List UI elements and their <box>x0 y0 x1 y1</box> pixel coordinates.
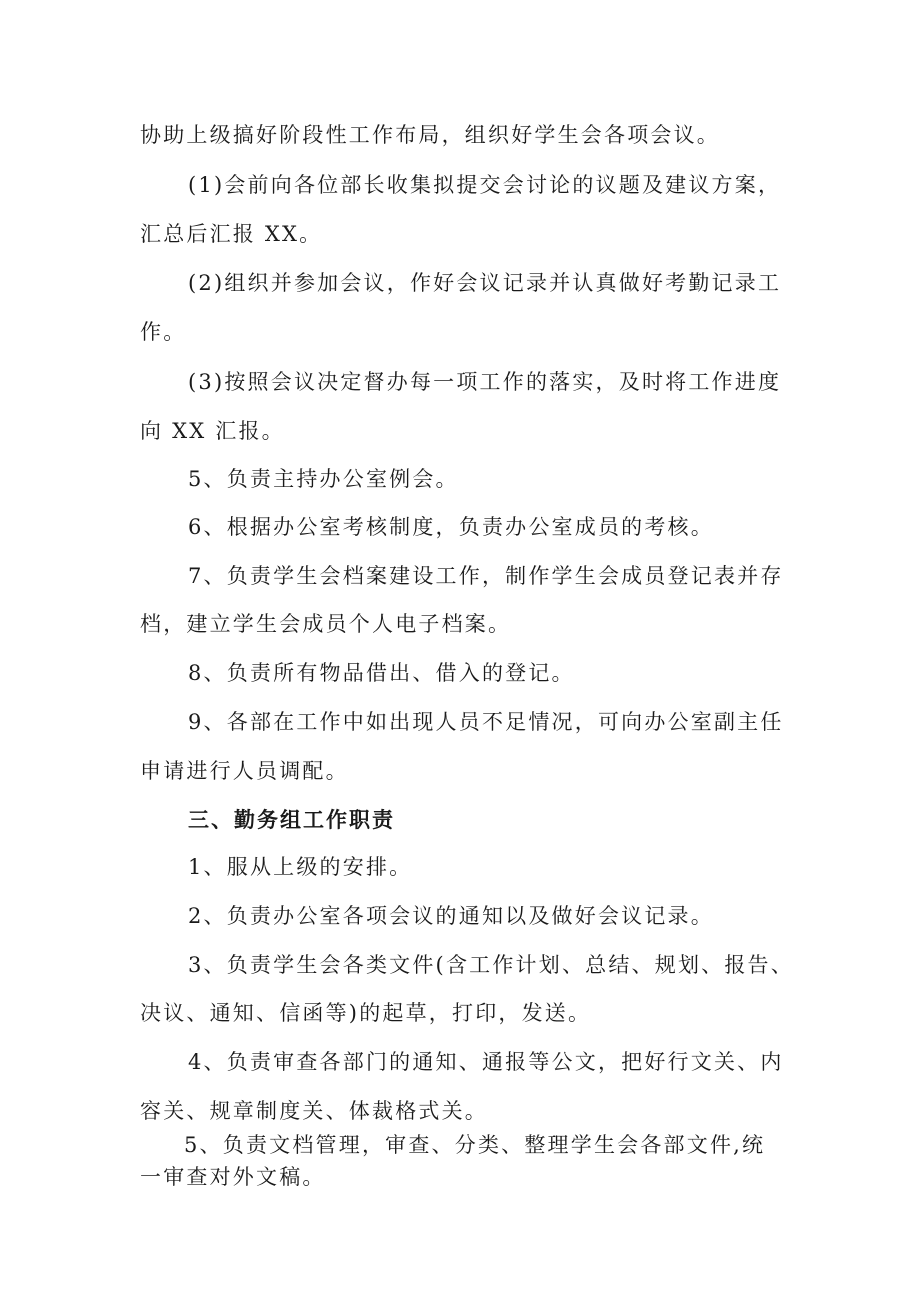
paragraph-line: 作。 <box>140 320 187 344</box>
paragraph-line: 容关、规章制度关、体裁格式关。 <box>140 1099 488 1123</box>
paragraph-line: 协助上级搞好阶段性工作布局，组织好学生会各项会议。 <box>140 123 720 147</box>
paragraph-line: 汇总后汇报 XX。 <box>140 222 323 246</box>
paragraph-line: 5、负责主持办公室例会。 <box>188 467 459 491</box>
section-heading: 三、勤务组工作职责 <box>188 808 395 832</box>
paragraph-line: 9、各部在工作中如出现人员不足情况，可向办公室副主任 <box>188 710 784 734</box>
paragraph-line: 3、负责学生会各类文件(含工作计划、总结、规划、报告、 <box>188 953 794 977</box>
paragraph-line: 档，建立学生会成员个人电子档案。 <box>140 612 512 636</box>
paragraph-line: 申请进行人员调配。 <box>140 759 349 783</box>
paragraph-line: 决议、通知、信函等)的起草，打印，发送。 <box>140 1001 592 1025</box>
paragraph-line: (3)按照会议决定督办每一项工作的落实，及时将工作进度 <box>188 370 782 394</box>
paragraph-line: 向 XX 汇报。 <box>140 419 285 443</box>
paragraph-line: 4、负责审查各部门的通知、通报等公文，把好行文关、内 <box>188 1050 784 1074</box>
paragraph-line: 5、负责文档管理，审查、分类、整理学生会各部文件,统 <box>184 1133 766 1157</box>
paragraph-line: 一审查对外文稿。 <box>140 1165 326 1189</box>
paragraph-line: 6、根据办公室考核制度，负责办公室成员的考核。 <box>188 515 714 539</box>
paragraph-line: (2)组织并参加会议，作好会议记录并认真做好考勤记录工 <box>188 271 782 295</box>
paragraph-line: (1)会前向各位部长收集拟提交会讨论的议题及建议方案， <box>188 173 782 197</box>
paragraph-line: 1、服从上级的安排。 <box>188 855 413 879</box>
paragraph-line: 2、负责办公室各项会议的通知以及做好会议记录。 <box>188 904 714 928</box>
paragraph-line: 7、负责学生会档案建设工作，制作学生会成员登记表并存 <box>188 564 784 588</box>
paragraph-line: 8、负责所有物品借出、借入的登记。 <box>188 661 575 685</box>
